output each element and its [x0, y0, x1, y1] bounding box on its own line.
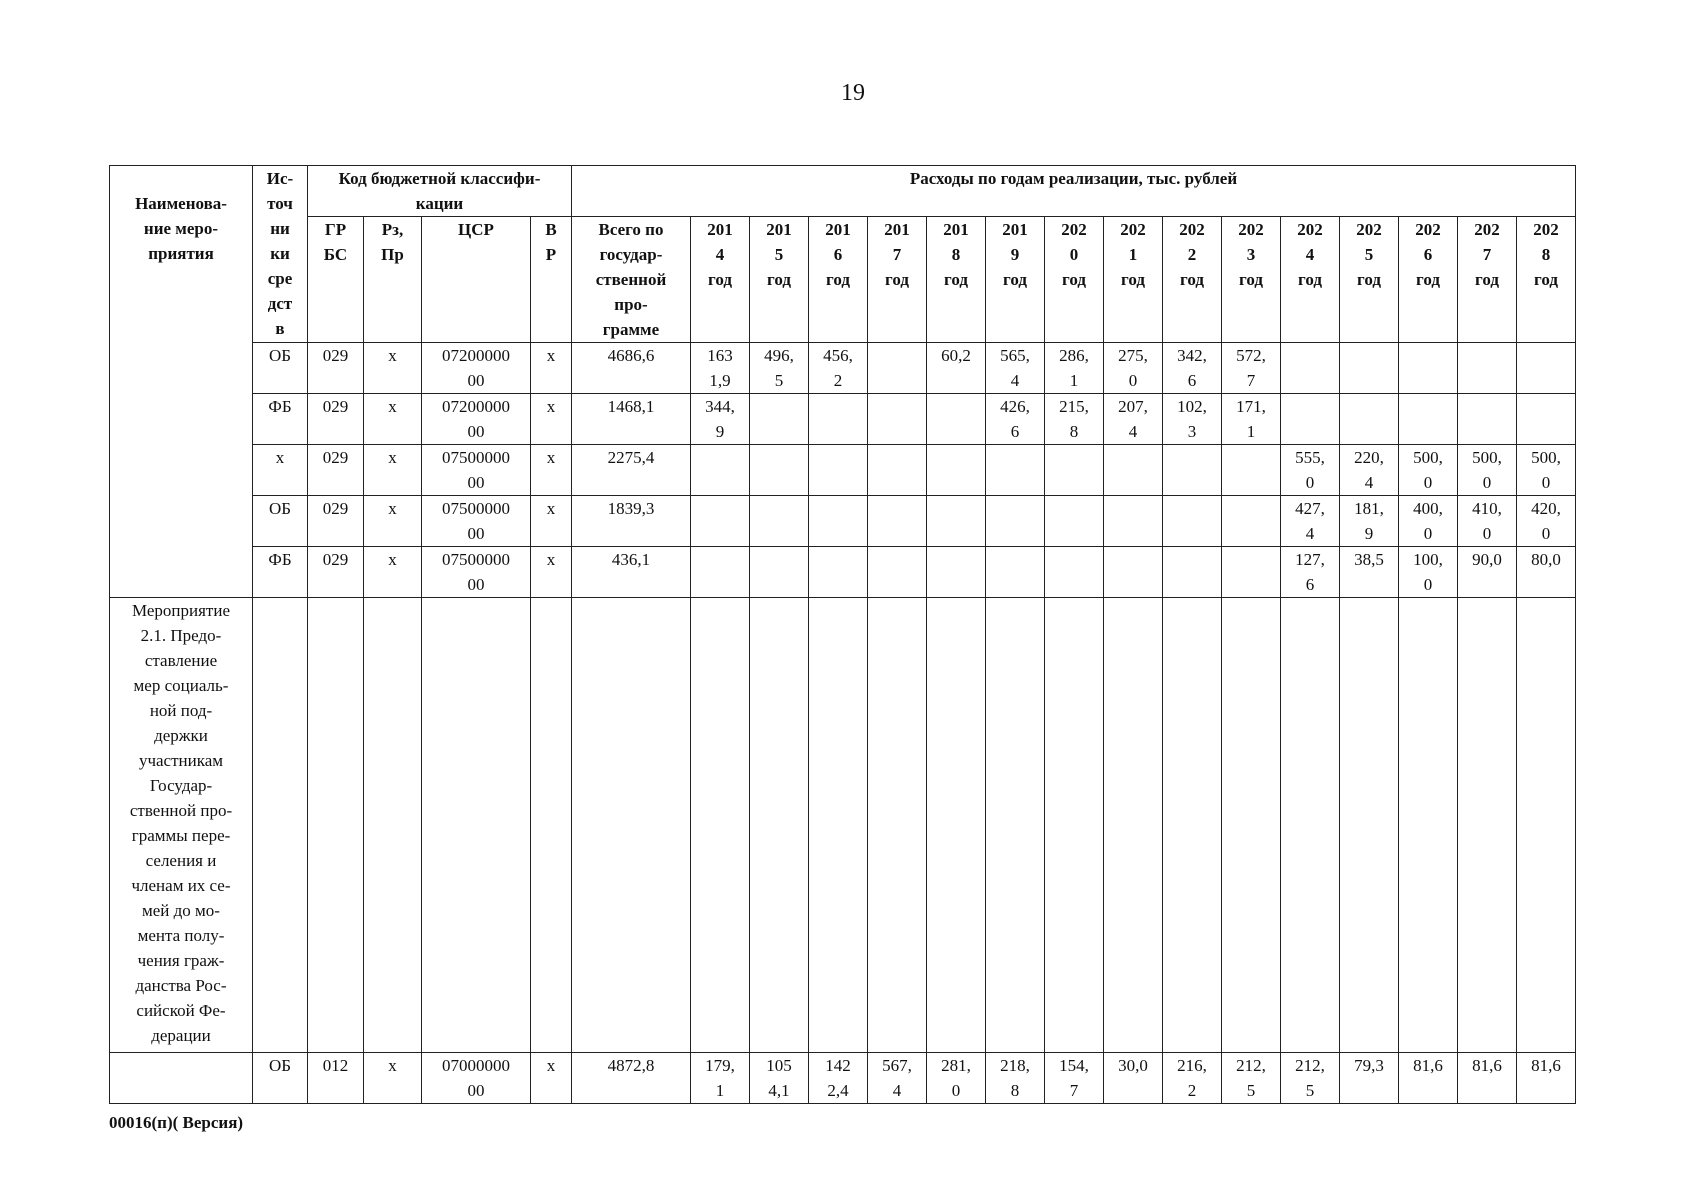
empty-cell — [253, 598, 308, 1053]
year-value-cell — [1399, 394, 1458, 445]
header-year: 201 7 год — [868, 217, 927, 343]
year-value-cell: 30,0 — [1104, 1053, 1163, 1104]
year-value-cell — [927, 445, 986, 496]
empty-cell — [422, 598, 531, 1053]
header-year: 202 7 год — [1458, 217, 1517, 343]
year-value-cell: 81,6 — [1399, 1053, 1458, 1104]
year-value-cell: 60,2 — [927, 343, 986, 394]
year-value-cell — [1163, 445, 1222, 496]
year-value-cell: 275, 0 — [1104, 343, 1163, 394]
header-row-1 — [110, 166, 1576, 217]
year-value-cell — [927, 496, 986, 547]
year-value-cell: 142 2,4 — [809, 1053, 868, 1104]
empty-cell — [1458, 598, 1517, 1053]
source-cell: ФБ — [253, 547, 308, 598]
header-expenses: Расходы по годам реализации, тыс. рублей — [572, 166, 1576, 217]
header-year: 201 4 год — [691, 217, 750, 343]
year-value-cell: 81,6 — [1517, 1053, 1576, 1104]
total-cell: 436,1 — [572, 547, 691, 598]
year-value-cell — [1222, 496, 1281, 547]
header-activity-name — [110, 166, 253, 598]
empty-cell — [927, 598, 986, 1053]
year-value-cell — [868, 394, 927, 445]
csr-cell: 07200000 00 — [422, 343, 531, 394]
year-value-cell — [750, 445, 809, 496]
empty-cell — [1399, 598, 1458, 1053]
year-value-cell — [1104, 547, 1163, 598]
empty-cell — [364, 598, 422, 1053]
year-value-cell — [1458, 394, 1517, 445]
header-total: Всего по государ- ственной про- грамме — [572, 217, 691, 343]
year-value-cell: 181, 9 — [1340, 496, 1399, 547]
empty-cell — [1222, 598, 1281, 1053]
grbs-cell: 029 — [308, 445, 364, 496]
vr-cell: х — [531, 343, 572, 394]
year-value-cell — [868, 547, 927, 598]
year-value-cell — [809, 496, 868, 547]
year-value-cell: 456, 2 — [809, 343, 868, 394]
year-value-cell: 179, 1 — [691, 1053, 750, 1104]
year-value-cell: 500, 0 — [1399, 445, 1458, 496]
vr-cell: х — [531, 496, 572, 547]
year-value-cell: 496, 5 — [750, 343, 809, 394]
year-value-cell — [986, 547, 1045, 598]
header-year: 202 6 год — [1399, 217, 1458, 343]
csr-cell: 07200000 00 — [422, 394, 531, 445]
rzpr-cell: х — [364, 394, 422, 445]
year-value-cell: 81,6 — [1458, 1053, 1517, 1104]
header-year: 202 2 год — [1163, 217, 1222, 343]
grbs-cell: 012 — [308, 1053, 364, 1104]
empty-cell — [1517, 598, 1576, 1053]
year-value-cell — [1399, 343, 1458, 394]
year-value-cell: 286, 1 — [1045, 343, 1104, 394]
total-cell: 2275,4 — [572, 445, 691, 496]
header-year: 201 6 год — [809, 217, 868, 343]
header-year: 202 8 год — [1517, 217, 1576, 343]
empty-cell — [750, 598, 809, 1053]
header-activity-name-text: Наименова- ние меро- приятия — [135, 194, 227, 263]
header-year: 201 8 год — [927, 217, 986, 343]
header-year: 202 5 год — [1340, 217, 1399, 343]
year-value-cell — [927, 547, 986, 598]
source-cell: ОБ — [253, 343, 308, 394]
csr-cell: 07500000 00 — [422, 496, 531, 547]
year-value-cell — [1340, 394, 1399, 445]
grbs-cell: 029 — [308, 547, 364, 598]
year-value-cell — [1045, 496, 1104, 547]
empty-cell — [809, 598, 868, 1053]
year-value-cell: 500, 0 — [1517, 445, 1576, 496]
empty-cell — [1104, 598, 1163, 1053]
year-value-cell — [750, 547, 809, 598]
vr-cell: х — [531, 445, 572, 496]
header-grbs: ГР БС — [308, 217, 364, 343]
year-value-cell — [868, 343, 927, 394]
empty-cell — [986, 598, 1045, 1053]
year-value-cell: 212, 5 — [1222, 1053, 1281, 1104]
table-row — [110, 445, 1576, 496]
budget-table — [109, 165, 1576, 1104]
year-value-cell — [1104, 496, 1163, 547]
csr-cell: 07000000 00 — [422, 1053, 531, 1104]
year-value-cell: 220, 4 — [1340, 445, 1399, 496]
year-value-cell — [986, 496, 1045, 547]
header-year: 201 5 год — [750, 217, 809, 343]
year-value-cell: 500, 0 — [1458, 445, 1517, 496]
document-footer-code: 00016(п)( Версия) — [109, 1113, 244, 1132]
grbs-cell: 029 — [308, 394, 364, 445]
total-cell: 1839,3 — [572, 496, 691, 547]
empty-cell — [531, 598, 572, 1053]
year-value-cell: 427, 4 — [1281, 496, 1340, 547]
csr-cell: 07500000 00 — [422, 547, 531, 598]
grbs-cell: 029 — [308, 343, 364, 394]
year-value-cell — [691, 445, 750, 496]
year-value-cell: 400, 0 — [1399, 496, 1458, 547]
year-value-cell — [1458, 343, 1517, 394]
source-cell: ОБ — [253, 496, 308, 547]
rzpr-cell: х — [364, 496, 422, 547]
header-year: 202 1 год — [1104, 217, 1163, 343]
rzpr-cell: х — [364, 1053, 422, 1104]
vr-cell: х — [531, 394, 572, 445]
empty-cell — [308, 598, 364, 1053]
table-row — [110, 394, 1576, 445]
year-value-cell — [809, 394, 868, 445]
year-value-cell — [868, 445, 927, 496]
source-cell: ОБ — [253, 1053, 308, 1104]
year-value-cell: 154, 7 — [1045, 1053, 1104, 1104]
year-value-cell: 281, 0 — [927, 1053, 986, 1104]
total-cell: 4872,8 — [572, 1053, 691, 1104]
header-row-2 — [110, 217, 1576, 343]
year-value-cell: 218, 8 — [986, 1053, 1045, 1104]
year-value-cell — [1045, 547, 1104, 598]
table-row — [110, 343, 1576, 394]
year-value-cell: 90,0 — [1458, 547, 1517, 598]
rzpr-cell: х — [364, 445, 422, 496]
year-value-cell: 565, 4 — [986, 343, 1045, 394]
year-value-cell: 572, 7 — [1222, 343, 1281, 394]
year-value-cell: 80,0 — [1517, 547, 1576, 598]
empty-cell — [572, 598, 691, 1053]
empty-cell — [868, 598, 927, 1053]
total-cell: 4686,6 — [572, 343, 691, 394]
year-value-cell — [809, 445, 868, 496]
activity-name: Мероприятие 2.1. Предо- ставление мер социаль- ной под- держки участникам Государ- ственной про- граммы пере- селения и членам их се- мей до мо- мента полу- чения граж- данства Рос- сийской Фе- дерации — [110, 598, 253, 1053]
table-row — [110, 547, 1576, 598]
year-value-cell: 344, 9 — [691, 394, 750, 445]
header-csr: ЦСР — [422, 217, 531, 343]
year-value-cell — [750, 394, 809, 445]
year-value-cell — [1281, 343, 1340, 394]
year-value-cell: 102, 3 — [1163, 394, 1222, 445]
year-value-cell: 127, 6 — [1281, 547, 1340, 598]
year-value-cell — [691, 547, 750, 598]
year-value-cell: 105 4,1 — [750, 1053, 809, 1104]
source-cell: ФБ — [253, 394, 308, 445]
grbs-cell: 029 — [308, 496, 364, 547]
year-value-cell — [1045, 445, 1104, 496]
year-value-cell — [927, 394, 986, 445]
year-value-cell — [1104, 445, 1163, 496]
year-value-cell — [1163, 496, 1222, 547]
year-value-cell — [1163, 547, 1222, 598]
year-value-cell: 171, 1 — [1222, 394, 1281, 445]
header-vr: В Р — [531, 217, 572, 343]
year-value-cell — [750, 496, 809, 547]
year-value-cell: 342, 6 — [1163, 343, 1222, 394]
year-value-cell — [1517, 394, 1576, 445]
year-value-cell — [691, 496, 750, 547]
year-value-cell: 207, 4 — [1104, 394, 1163, 445]
year-value-cell — [1340, 343, 1399, 394]
empty-cell — [1045, 598, 1104, 1053]
header-source: Ис- точ ни ки сре дст в — [253, 166, 308, 343]
year-value-cell — [1517, 343, 1576, 394]
year-value-cell: 555, 0 — [1281, 445, 1340, 496]
year-value-cell — [1222, 445, 1281, 496]
page-number: 19 — [841, 80, 865, 106]
rzpr-cell: х — [364, 343, 422, 394]
empty-cell — [1340, 598, 1399, 1053]
header-year: 202 4 год — [1281, 217, 1340, 343]
source-cell: х — [253, 445, 308, 496]
table-row — [110, 496, 1576, 547]
year-value-cell: 216, 2 — [1163, 1053, 1222, 1104]
vr-cell: х — [531, 1053, 572, 1104]
year-value-cell: 567, 4 — [868, 1053, 927, 1104]
year-value-cell: 420, 0 — [1517, 496, 1576, 547]
activity-row — [110, 598, 1576, 1053]
year-value-cell — [1222, 547, 1281, 598]
year-value-cell: 212, 5 — [1281, 1053, 1340, 1104]
table-row — [110, 1053, 1576, 1104]
year-value-cell — [809, 547, 868, 598]
total-cell: 1468,1 — [572, 394, 691, 445]
empty-cell — [691, 598, 750, 1053]
empty-cell — [1163, 598, 1222, 1053]
year-value-cell: 38,5 — [1340, 547, 1399, 598]
csr-cell: 07500000 00 — [422, 445, 531, 496]
vr-cell: х — [531, 547, 572, 598]
year-value-cell: 215, 8 — [1045, 394, 1104, 445]
year-value-cell: 79,3 — [1340, 1053, 1399, 1104]
year-value-cell — [1281, 394, 1340, 445]
year-value-cell: 163 1,9 — [691, 343, 750, 394]
header-kbk: Код бюджетной классифи- кации — [308, 166, 572, 217]
rzpr-cell: х — [364, 547, 422, 598]
empty-cell — [1281, 598, 1340, 1053]
empty-name-cell — [110, 1053, 253, 1104]
year-value-cell: 426, 6 — [986, 394, 1045, 445]
header-year: 202 3 год — [1222, 217, 1281, 343]
header-rzpr: Рз, Пр — [364, 217, 422, 343]
year-value-cell — [986, 445, 1045, 496]
year-value-cell — [868, 496, 927, 547]
year-value-cell: 410, 0 — [1458, 496, 1517, 547]
header-year: 201 9 год — [986, 217, 1045, 343]
header-year: 202 0 год — [1045, 217, 1104, 343]
year-value-cell: 100, 0 — [1399, 547, 1458, 598]
